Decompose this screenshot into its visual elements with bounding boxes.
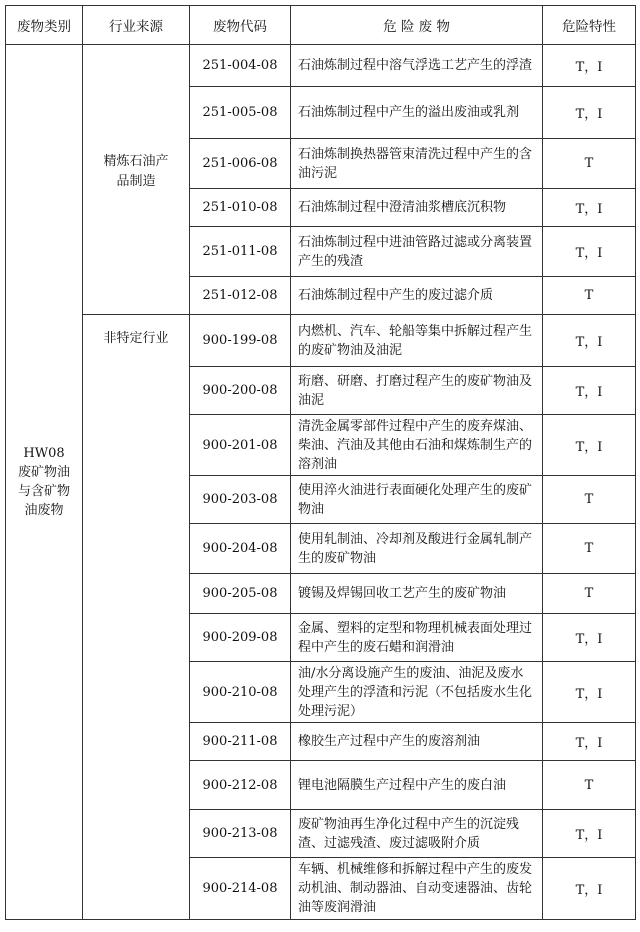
hazard-property: T <box>543 574 636 614</box>
waste-description: 石油炼制过程中进油管路过滤或分离装置产生的残渣 <box>291 227 543 277</box>
waste-code: 900-201-08 <box>190 415 291 476</box>
source-name-line: 精炼石油产 <box>103 154 169 169</box>
hazard-property: T，I <box>543 614 636 662</box>
waste-code: 900-203-08 <box>190 476 291 524</box>
waste-code: 900-210-08 <box>190 662 291 723</box>
waste-code: 251-006-08 <box>190 139 291 189</box>
waste-description: 石油炼制过程中产生的溢出废油或乳剂 <box>291 87 543 139</box>
category-name-line: 与含矿物 <box>17 484 70 499</box>
category-name-line: 油废物 <box>24 503 64 518</box>
header-source: 行业来源 <box>83 6 190 45</box>
hazard-property: T，I <box>543 723 636 761</box>
hazardous-waste-table <box>5 5 636 920</box>
waste-description: 车辆、机械维修和拆解过程中产生的废发动机油、制动器油、自动变速器油、齿轮油等废润滑油 <box>291 858 543 920</box>
waste-description: 石油炼制过程中澄清油浆槽底沉积物 <box>291 189 543 227</box>
hazard-property: T，I <box>543 87 636 139</box>
hazard-property: T，I <box>543 45 636 87</box>
waste-code: 251-005-08 <box>190 87 291 139</box>
source-nonspecific: 非特定行业 <box>83 315 190 920</box>
waste-code: 900-204-08 <box>190 524 291 574</box>
waste-description: 石油炼制换热器管束清洗过程中产生的含油污泥 <box>291 139 543 189</box>
source-refining <box>83 45 190 315</box>
waste-description: 油/水分离设施产生的废油、油泥及废水处理产生的浮渣和污泥（不包括废水生化处理污泥） <box>291 662 543 723</box>
hazard-property: T，I <box>543 415 636 476</box>
hazard-property: T <box>543 761 636 810</box>
waste-description: 石油炼制过程中溶气浮选工艺产生的浮渣 <box>291 45 543 87</box>
waste-description: 橡胶生产过程中产生的废溶剂油 <box>291 723 543 761</box>
waste-code: 900-214-08 <box>190 858 291 920</box>
waste-description: 废矿物油再生净化过程中产生的沉淀残渣、过滤残渣、废过滤吸附介质 <box>291 810 543 858</box>
hazard-property: T，I <box>543 662 636 723</box>
header-description: 危 险 废 物 <box>291 6 543 45</box>
waste-code: 900-212-08 <box>190 761 291 810</box>
hazard-property: T <box>543 524 636 574</box>
header-property: 危险特性 <box>543 6 636 45</box>
waste-code: 900-199-08 <box>190 315 291 367</box>
waste-code: 900-205-08 <box>190 574 291 614</box>
waste-description: 使用淬火油进行表面硬化处理产生的废矿物油 <box>291 476 543 524</box>
waste-code: 251-012-08 <box>190 277 291 315</box>
header-category: 废物类别 <box>6 6 83 45</box>
hazard-property: T，I <box>543 367 636 415</box>
waste-code: 251-011-08 <box>190 227 291 277</box>
waste-code: 251-004-08 <box>190 45 291 87</box>
waste-code: 900-211-08 <box>190 723 291 761</box>
hazard-property: T，I <box>543 227 636 277</box>
waste-code: 900-200-08 <box>190 367 291 415</box>
category-name-line: 废矿物油 <box>17 465 70 480</box>
waste-description: 石油炼制过程中产生的废过滤介质 <box>291 277 543 315</box>
category-cell <box>6 45 83 920</box>
source-name-line: 品制造 <box>116 174 156 189</box>
waste-code: 251-010-08 <box>190 189 291 227</box>
waste-description: 镀锡及焊锡回收工艺产生的废矿物油 <box>291 574 543 614</box>
waste-description: 内燃机、汽车、轮船等集中拆解过程产生的废矿物油及油泥 <box>291 315 543 367</box>
waste-description: 金属、塑料的定型和物理机械表面处理过程中产生的废石蜡和润滑油 <box>291 614 543 662</box>
category-code: HW08 <box>23 446 65 461</box>
waste-table-container <box>5 5 636 920</box>
hazard-property: T，I <box>543 810 636 858</box>
waste-description: 锂电池隔膜生产过程中产生的废白油 <box>291 761 543 810</box>
hazard-property: T <box>543 476 636 524</box>
waste-description: 使用轧制油、冷却剂及酸进行金属轧制产生的废矿物油 <box>291 524 543 574</box>
hazard-property: T <box>543 139 636 189</box>
hazard-property: T <box>543 277 636 315</box>
hazard-property: T，I <box>543 189 636 227</box>
header-code: 废物代码 <box>190 6 291 45</box>
table-row <box>6 45 636 87</box>
hazard-property: T，I <box>543 315 636 367</box>
waste-code: 900-213-08 <box>190 810 291 858</box>
header-row <box>6 6 636 45</box>
waste-code: 900-209-08 <box>190 614 291 662</box>
waste-description: 清洗金属零部件过程中产生的废弃煤油、柴油、汽油及其他由石油和煤炼制生产的溶剂油 <box>291 415 543 476</box>
waste-description: 珩磨、研磨、打磨过程产生的废矿物油及油泥 <box>291 367 543 415</box>
hazard-property: T，I <box>543 858 636 920</box>
table-row <box>6 315 636 367</box>
